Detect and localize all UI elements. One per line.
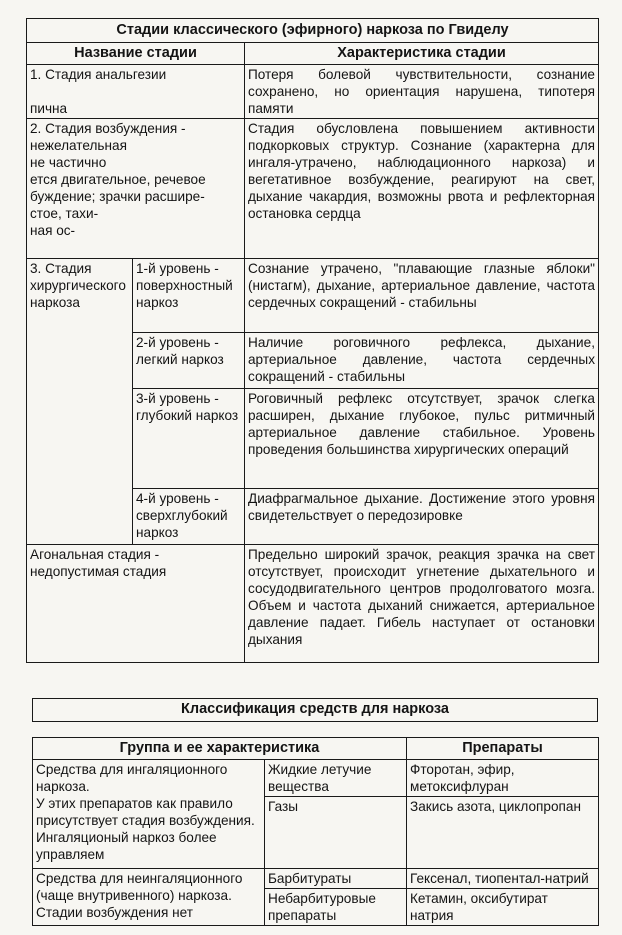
inhal-group-cell: Средства для ингаляционного наркоза. У этих препаратов как правило присутствует стадия возбуждения. Ингаляционый наркоз более управляем	[33, 760, 265, 869]
col-header-stage-name: Название стадии	[27, 43, 245, 65]
drugs-header-row	[33, 738, 599, 760]
drugs-table	[32, 737, 599, 926]
stages-table-title: Стадии классического (эфирного) наркоза по Гвиделу	[27, 19, 599, 43]
stage3-name-cell: 3. Стадия хирургического наркоза	[27, 259, 133, 545]
stage-name-cell: 2. Стадия возбуждения - нежелательная не частично ется двигательное, речевое буждение; зрачки расшире- стое, тахи- ная ос-	[27, 119, 245, 259]
stages-table	[26, 18, 599, 663]
drug-subgroup-cell: Жидкие летучие вещества	[265, 760, 407, 797]
level-name-cell: 1-й уровень - поверхностный наркоз	[133, 259, 245, 333]
noninhal-group-cell: Средства для неингаляционного (чаще внутривенного) наркоза. Стадии возбуждения нет	[33, 869, 265, 926]
table-row	[33, 760, 599, 797]
drug-subgroup-cell: Газы	[265, 797, 407, 869]
col-header-drugs: Препараты	[407, 738, 599, 760]
level-name-cell: 3-й уровень - глубокий наркоз	[133, 389, 245, 489]
table-row	[33, 869, 599, 889]
agonal-desc-cell: Предельно широкий зрачок, реакция зрачка на свет отсутствует, происходит угнетение дыхательного и сосудодвигательного центров продолговатого мозга. Объем и частота дыханий снижается, артериальное давление падает. Гибель наступает от остановки дыхания	[245, 545, 599, 663]
stages-title-row	[27, 19, 599, 43]
table-row	[27, 545, 599, 663]
drug-list-cell: Гексенал, тиопентал-натрий	[407, 869, 599, 889]
col-header-group: Группа и ее характеристика	[33, 738, 407, 760]
drug-list-cell: Фторотан, эфир, метоксифлуран	[407, 760, 599, 797]
agonal-name-cell: Агональная стадия - недопустимая стадия	[27, 545, 245, 663]
drug-subgroup-cell: Небарбитуровые препараты	[265, 889, 407, 926]
table-row	[27, 119, 599, 259]
stage-name-cell: 1. Стадия анальгезии пична	[27, 65, 245, 119]
table-row	[27, 65, 599, 119]
drug-list-cell: Кетамин, оксибутират натрия	[407, 889, 599, 926]
level-desc-cell: Сознание утрачено, "плавающие глазные яблоки" (нистагм), дыхание, артериальное давление, частота сердечных сокращений - стабильны	[245, 259, 599, 333]
table-row	[27, 259, 599, 333]
drug-subgroup-cell: Барбитураты	[265, 869, 407, 889]
drugs-table-wrap	[32, 737, 598, 926]
level-name-cell: 4-й уровень - сверхглубокий наркоз	[133, 489, 245, 545]
stage-desc-cell: Стадия обусловлена повышением активности подкорковых структур. Сознание (характерна для ингаля-утрачено, наблюдационного наркоза) и вегетативное возбуждение, реагируют на свет, дыхание чакардия, возможны рвота и рефлекторная остановка сердца	[245, 119, 599, 259]
stage-desc-cell: Потеря болевой чувствительности, сознание сохранено, но ориентация нарушена, типотеря памяти	[245, 65, 599, 119]
col-header-stage-desc: Характеристика стадии	[245, 43, 599, 65]
level-desc-cell: Диафрагмальное дыхание. Достижение этого уровня свидетельствует о передозировке	[245, 489, 599, 545]
stages-table-wrap	[26, 18, 598, 663]
level-desc-cell: Наличие роговичного рефлекса, дыхание, артериальное давление, частота сердечных сокращений - стабильны	[245, 333, 599, 389]
stages-header-row	[27, 43, 599, 65]
level-desc-cell: Роговичный рефлекс отсутствует, зрачок слегка расширен, дыхание глубокое, пульс ритмичный артериальное давление стабильное. Уровень проведения большинства хирургических операций	[245, 389, 599, 489]
level-name-cell: 2-й уровень - легкий наркоз	[133, 333, 245, 389]
drug-list-cell: Закись азота, циклопропан	[407, 797, 599, 869]
drugs-table-title: Классификация средств для наркоза	[32, 698, 598, 722]
